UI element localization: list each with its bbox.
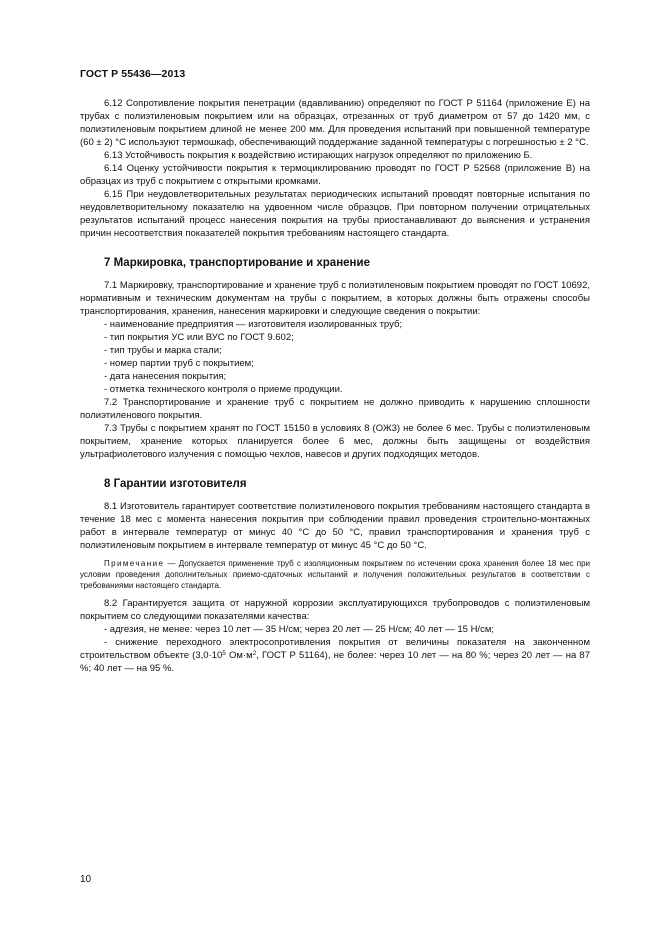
list-item: - отметка технического контроля о приеме продукции. (104, 384, 343, 395)
page-content (80, 97, 590, 675)
note-text: — Допускается применение труб с изоляционным покрытием по истечении срока хранения более 18 мес при условии проведения дополнительных приемо-сдаточных испытаний и получения положительных результатов в соответствии с требованиями настоящего стандарта. (80, 559, 590, 590)
list-item: - тип трубы и марка стали; (104, 345, 222, 356)
paragraph-6-13: 6.13 Устойчивость покрытия к воздействию истирающих нагрузок определяют по приложению Б. (104, 150, 533, 161)
list-item: - адгезия, не менее: через 10 лет — 35 Н/см; через 20 лет — 25 Н/см; 40 лет — 15 Н/см; (104, 624, 494, 635)
paragraph-6-14: 6.14 Оценку устойчивости покрытия к термоциклированию проводят по ГОСТ Р 52568 (приложение В) на образцах из труб с покрытием с открытыми кромками. (80, 163, 590, 187)
paragraph-8-1: 8.1 Изготовитель гарантирует соответствие полиэтиленового покрытия требованиям настоящего стандарта в течение 18 мес с момента нанесения покрытия при соблюдении правил проведения строительно-монтажных работ в интервале температур от минус 40 °С до 50 °С, правил транспортирования и хранения труб с полиэтиленовым покрытием в интервале температур от минус 45 °С до 50 °С. (80, 501, 590, 551)
note-label: Примечание (104, 559, 165, 568)
list-item (80, 636, 590, 675)
note (80, 558, 590, 591)
bullet-text-start: - снижение переходного электросопротивления покрытия от величины показателя на законченном строительством объекте (3,0·10 (80, 637, 590, 661)
list-item: - дата нанесения покрытия; (104, 371, 227, 382)
section-7-heading: 7 Маркировка, транспортирование и хранение (104, 257, 370, 269)
list-item: - номер партии труб с покрытием; (104, 358, 254, 369)
paragraph-7-1: 7.1 Маркировку, транспортирование и хранение труб с полиэтиленовым покрытием проводят по ГОСТ 10692, нормативным и техническим документам на трубы с покрытием, в которых должны быть отражены способы транспортирования, хранения, нанесения маркировки и следующие сведения о покрытии: (80, 280, 590, 317)
bullet-text-middle: Ом·м (225, 650, 253, 661)
paragraph-6-12: 6.12 Сопротивление покрытия пенетрации (вдавливанию) определяют по ГОСТ Р 51164 (приложение Е) на трубах с полиэтиленовым покрытием или на образцах, отрезанных от труб диаметром от 57 до 1420 мм, с полиэтиленовым покрытием длиной не менее 200 мм. Для проведения испытаний при повышенной температуре (60 ± 2) °С используют термошкаф, обеспечивающий поддержание заданной температуры с погрешностью ± 2 °С. (80, 98, 590, 148)
superscript: 5 (222, 650, 226, 657)
paragraph-8-2: 8.2 Гарантируется защита от наружной коррозии эксплуатирующихся трубопроводов с полиэтиленовым покрытием со следующими показателями качества: (80, 598, 590, 622)
section-8-heading: 8 Гарантии изготовителя (104, 478, 247, 490)
paragraph-7-2: 7.2 Транспортирование и хранение труб с покрытием не должно приводить к нарушению сплошности полиэтиленового покрытия. (80, 397, 590, 421)
page-header: ГОСТ Р 55436—2013 (80, 68, 186, 80)
superscript: 2 (252, 650, 257, 657)
list-item: - тип покрытия УС или ВУС по ГОСТ 9.602; (104, 332, 294, 343)
paragraph-7-3: 7.3 Трубы с покрытием хранят по ГОСТ 15150 в условиях 8 (ОЖ3) не более 6 мес. Трубы с полиэтиленовым покрытием, хранение которых планируется более 6 мес, должны быть защищены от воздействия ультрафиолетового излучения с помощью чехлов, навесов и других подходящих методов. (80, 423, 590, 460)
paragraph-6-15: 6.15 При неудовлетворительных результатах периодических испытаний проводят повторные испытания по неудовлетворительному показателю на удвоенном числе образцов. При повторном получении отрицательных результатов испытаний процесс нанесения покрытия на трубы приостанавливают до выяснения и устранения причин несоответствия показателей покрытия требованиям настоящего стандарта. (80, 189, 590, 239)
bullet-text-end: , ГОСТ Р 51164), не более: через 10 лет — на 80 %; через 20 лет — на 87 %; 40 лет — на 95 %. (80, 650, 590, 674)
list-item: - наименование предприятия — изготовителя изолированных труб; (104, 319, 403, 330)
page-number: 10 (80, 874, 92, 885)
